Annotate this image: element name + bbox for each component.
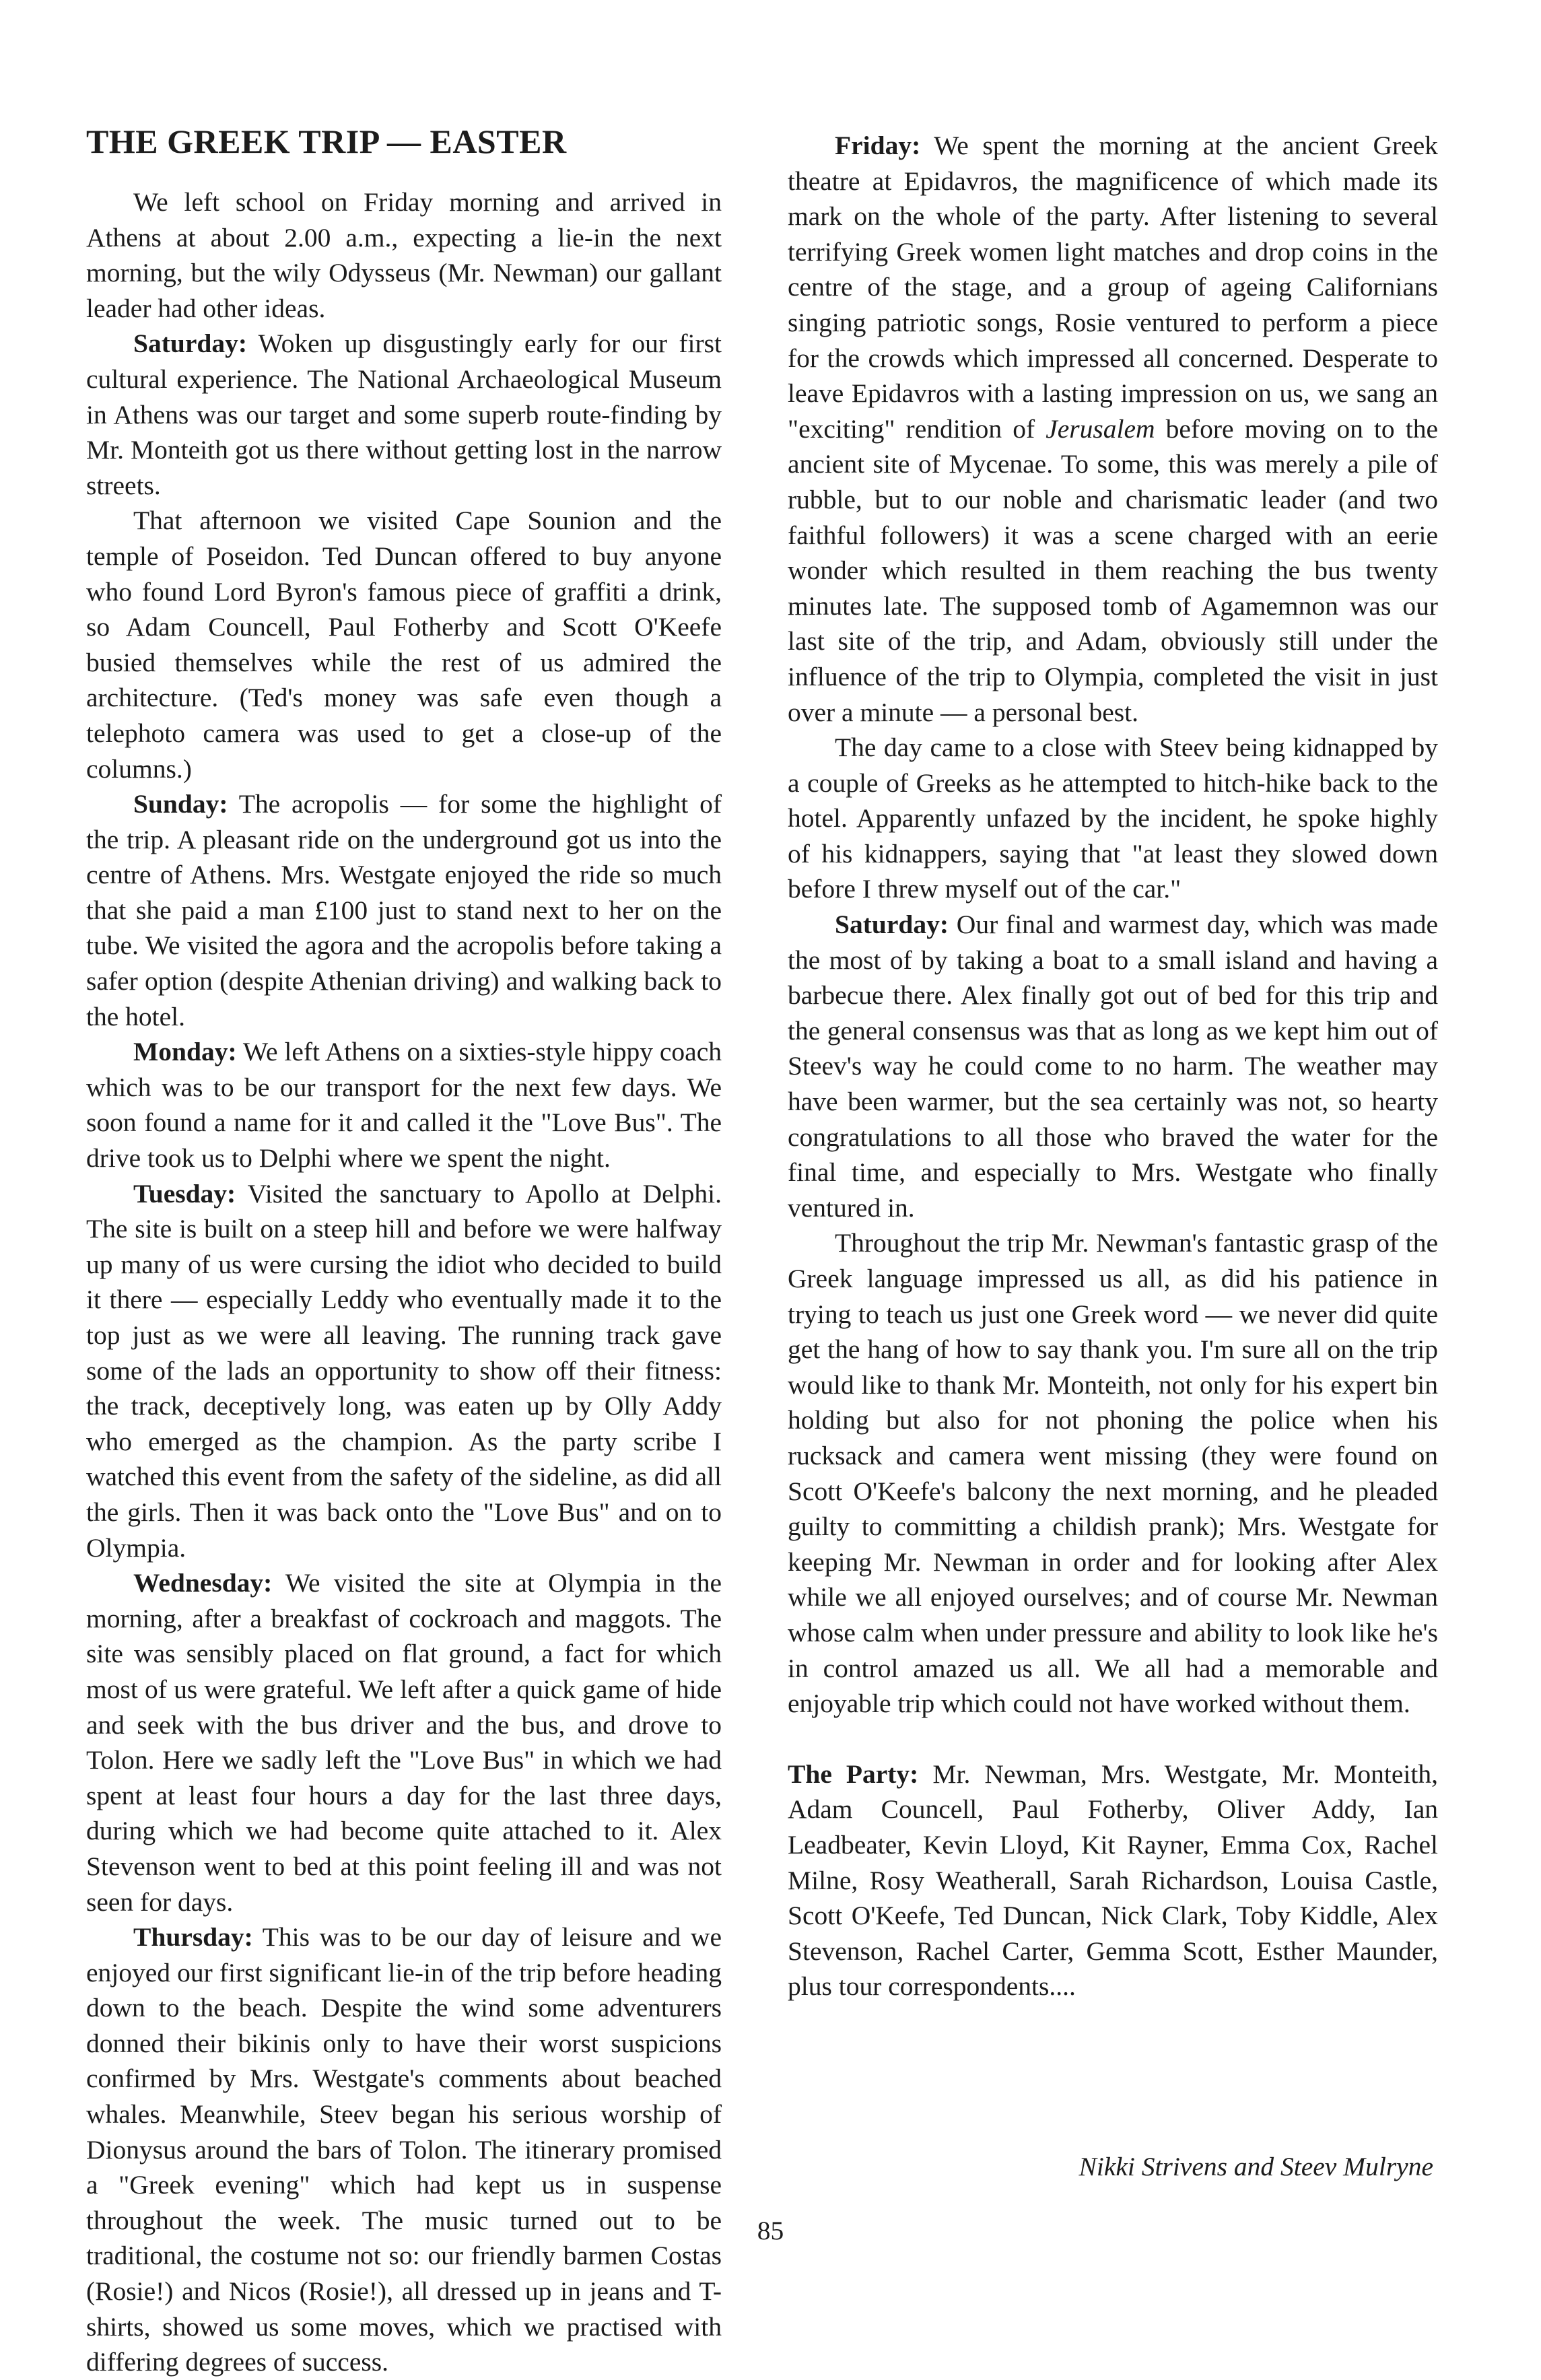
sunday-text: The acropolis — for some the highlight of the trip. A pleasant ride on the underground got us into the centre of Athens. Mrs. Westgate enjoyed the ride so much that she paid a man £100 just to stand next to her on the tube. We visited the agora and the acropolis before taking a safer option (despite Athenian driving) and walking back to the hotel.: [86, 789, 722, 1031]
tuesday-text: Visited the sanctuary to Apollo at Delphi. The site is built on a steep hill and before we were halfway up many of us were cursing the idiot who decided to build it there — especially Leddy who eventually made it to the top just as we were all leaving. The running track gave some of the lads an opportunity to show off their fitness: the track, deceptively long, was eaten up by Olly Addy who emerged as the champion. As the party scribe I watched this event from the safety of the sideline, as did all the girls. Then it was back onto the "Love Bus" and on to Olympia.: [86, 1178, 722, 1563]
thursday-label: Thursday:: [133, 1922, 253, 1952]
saturday-paragraph: [86, 326, 722, 503]
article-title: THE GREEK TRIP — EASTER: [86, 123, 567, 160]
sunday-paragraph: [86, 786, 722, 1034]
monday-text: We left Athens on a sixties-style hippy coach which was to be our transport for the next few days. We soon found a name for it and called it the "Love Bus". The drive took us to Delphi where we spent the night.: [86, 1037, 722, 1174]
page-number: 85: [757, 2216, 784, 2245]
party-paragraph: [788, 1757, 1438, 2004]
monday-paragraph: [86, 1034, 722, 1176]
final-saturday-text: Our final and warmest day, which was made the most of by taking a boat to a small island and having a barbecue there. Alex finally got out of bed for this trip and the general consensus was that as long as we kept him out of Steev's way he could come to no harm. The weather may have been warmer, but the sea certainly was not, so hearty congratulations to all those who braved the water for the final time, and especially to Mrs. Westgate who finally ventured in.: [788, 910, 1438, 1223]
kidnap-paragraph: The day came to a close with Steev being kidnapped by a couple of Greeks as he attempted to hitch-hike back to the hotel. Apparently unfazed by the incident, he spoke highly of his kidnappers, saying that "at least they slowed down before I threw myself out of the car.": [788, 733, 1438, 904]
wednesday-label: Wednesday:: [133, 1568, 273, 1598]
left-column: [86, 121, 722, 2380]
saturday-label: Saturday:: [133, 329, 247, 359]
sunday-label: Sunday:: [133, 789, 228, 819]
friday-text-before: We spent the morning at the ancient Greek theatre at Epidavros, the magnificence of which made its mark on the whole of the party. After listening to several terrifying Greek women light matches and drop coins in the centre of the stage, and a group of ageing Californians singing patriotic songs, Rosie ventured to perform a piece for the crowds which impressed all concerned. Desperate to leave Epidavros with a lasting impression on us, we sang an "exciting" rendition of: [788, 131, 1438, 444]
right-column: [788, 128, 1438, 2004]
friday-paragraph: [788, 128, 1438, 730]
tuesday-label: Tuesday:: [133, 1178, 236, 1209]
party-label: The Party:: [788, 1759, 919, 1789]
friday-label: Friday:: [835, 131, 921, 160]
afternoon-paragraph: That afternoon we visited Cape Sounion and the temple of Poseidon. Ted Duncan offered to buy anyone who found Lord Byron's famous piece of graffiti a drink, so Adam Councell, Paul Fotherby and Scott O'Keefe busied themselves while the rest of us admired the architecture. (Ted's money was safe even though a telephoto camera was used to get a close-up of the columns.): [86, 506, 722, 784]
author-credit: Nikki Strivens and Steev Mulryne: [1078, 2152, 1433, 2181]
saturday-text: Woken up disgustingly early for our first cultural experience. The National Archaeological Museum in Athens was our target and some superb route-finding by Mr. Monteith got us there without getting lost in the narrow streets.: [86, 329, 722, 500]
thursday-paragraph: [86, 1919, 722, 2380]
thursday-text: This was to be our day of leisure and we enjoyed our first significant lie-in of the trip before heading down to the beach. Despite the wind some adventurers donned their bikinis only to have their worst suspicions confirmed by Mrs. Westgate's comments about beached whales. Meanwhile, Steev began his serious worship of Dionysus around the bars of Tolon. The itinerary promised a "Greek evening" which had kept us in suspense throughout the week. The music turned out to be traditional, the costume not so: our friendly barmen Costas (Rosie!) and Nicos (Rosie!), all dressed up in jeans and T-shirts, showed us some moves, which we practised with differing degrees of success.: [86, 1922, 722, 2377]
final-saturday-label: Saturday:: [835, 910, 949, 940]
closing-paragraph: Throughout the trip Mr. Newman's fantastic grasp of the Greek language impressed us all, as did his patience in trying to teach us just one Greek word — we never did quite get the hang of how to say thank you. I'm sure all on the trip would like to thank Mr. Monteith, not only for his expert bin holding but also for not phoning the police when his rucksack and camera went missing (they were found on Scott O'Keefe's balcony the next morning, and he pleaded guilty to committing a childish prank); Mrs. Westgate for keeping Mr. Newman in order and for looking after Alex while we all enjoyed ourselves; and of course Mr. Newman whose calm when under pressure and ability to look like he's in control amazed us all. We all had a memorable and enjoyable trip which could not have worked without them.: [788, 1228, 1438, 1719]
wednesday-text: We visited the site at Olympia in the morning, after a breakfast of cockroach and maggots. The site was sensibly placed on flat ground, a fact for which most of us were grateful. We left after a quick game of hide and seek with the bus driver and the bus, and drove to Tolon. Here we sadly left the "Love Bus" in which we had spent at least four hours a day for the last three days, during which we had become quite attached to it. Alex Stevenson went to bed at this point feeling ill and was not seen for days.: [86, 1568, 722, 1917]
monday-label: Monday:: [133, 1037, 237, 1067]
final-saturday-paragraph: [788, 907, 1438, 1225]
tuesday-paragraph: [86, 1176, 722, 1566]
friday-text-after: before moving on to the ancient site of Mycenae. To some, this was merely a pile of rubble, but to our noble and charismatic leader (and two faithful followers) it was a scene charged with an eerie wonder which resulted in them reaching the bus twenty minutes late. The supposed tomb of Agamemnon was our last site of the trip, and Adam, obviously still under the influence of the trip to Olympia, completed the visit in just over a minute — a personal best.: [788, 413, 1439, 727]
party-list: Mr. Newman, Mrs. Westgate, Mr. Monteith, Adam Councell, Paul Fotherby, Oliver Addy, Ian Leadbeater, Kevin Lloyd, Kit Rayner, Emma Cox, Rachel Milne, Rosy Weatherall, Sarah Richardson, Louisa Castle, Scott O'Keefe, Ted Duncan, Nick Clark, Toby Kiddle, Alex Stevenson, Rachel Carter, Gemma Scott, Esther Maunder, plus tour correspondents....: [788, 1759, 1438, 2002]
song-title: Jerusalem: [1046, 413, 1155, 444]
paragraph-gap: [788, 1722, 1438, 1757]
intro-paragraph: We left school on Friday morning and arrived in Athens at about 2.00 a.m., expecting a lie-in the next morning, but the wily Odysseus (Mr. Newman) our gallant leader had other ideas.: [86, 187, 722, 323]
wednesday-paragraph: [86, 1565, 722, 1919]
